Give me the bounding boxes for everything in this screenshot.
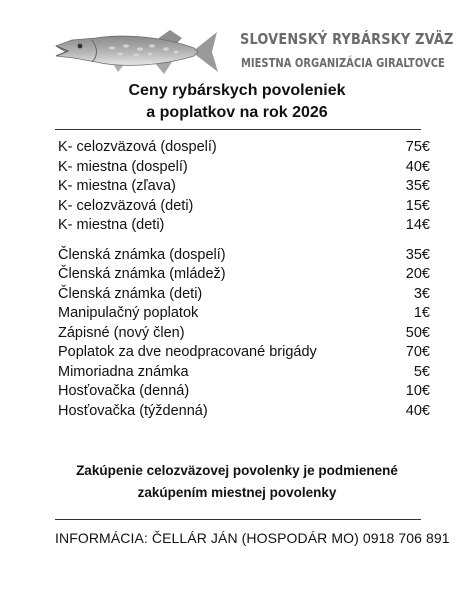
price-value: 5€ bbox=[413, 363, 430, 380]
price-list bbox=[58, 138, 430, 421]
page-title-line1: Ceny rybárskych povoleniek bbox=[128, 82, 346, 99]
price-row bbox=[58, 363, 430, 383]
price-label: K- miestna (deti) bbox=[58, 217, 165, 233]
price-row bbox=[58, 265, 430, 285]
price-label: Členská známka (mládež) bbox=[58, 266, 226, 282]
price-label: Poplatok za dve neodpracované brigády bbox=[58, 344, 317, 360]
price-value: 40€ bbox=[405, 158, 430, 175]
price-value: 40€ bbox=[405, 402, 430, 419]
contact-info: INFORMÁCIA: ČELLÁR JÁN (HOSPODÁR MO) 0918 706 891 bbox=[55, 530, 450, 546]
page-title-line2: a poplatkov na rok 2026 bbox=[146, 104, 328, 121]
price-row bbox=[58, 158, 430, 178]
price-row bbox=[58, 324, 430, 344]
price-label: K- celozväzová (deti) bbox=[58, 197, 194, 214]
price-row bbox=[58, 177, 430, 197]
price-label: Manipulačný poplatok bbox=[58, 305, 199, 321]
price-row bbox=[58, 402, 430, 422]
price-label: Členská známka (dospelí) bbox=[58, 246, 226, 263]
price-value: 14€ bbox=[405, 217, 430, 233]
price-row bbox=[58, 285, 430, 305]
top-divider bbox=[55, 129, 421, 130]
price-value: 3€ bbox=[413, 285, 430, 302]
price-label: Mimoriadna známka bbox=[58, 363, 189, 380]
price-row bbox=[58, 138, 430, 158]
price-label: Zápisné (nový člen) bbox=[58, 324, 185, 341]
price-row bbox=[58, 246, 430, 266]
price-value: 10€ bbox=[405, 383, 430, 399]
note-line2: zakúpením miestnej povolenky bbox=[137, 485, 337, 500]
price-label: Členská známka (deti) bbox=[58, 285, 203, 302]
price-label: Hosťovačka (týždenná) bbox=[58, 402, 208, 419]
price-value: 15€ bbox=[405, 197, 430, 214]
price-value: 50€ bbox=[405, 324, 430, 341]
price-label: K- miestna (dospelí) bbox=[58, 158, 188, 175]
price-label: K- celozväzová (dospelí) bbox=[58, 139, 217, 155]
price-row bbox=[58, 343, 430, 363]
org-name: SLOVENSKÝ RYBÁRSKY ZVÄZ bbox=[240, 30, 454, 48]
pike-fish-icon bbox=[52, 22, 220, 82]
price-value: 35€ bbox=[405, 246, 430, 263]
price-label: Hosťovačka (denná) bbox=[58, 383, 190, 399]
price-label: K- miestna (zľava) bbox=[58, 178, 176, 194]
price-row bbox=[58, 216, 430, 236]
note-line1: Zakúpenie celozväzovej povolenky je podmienené bbox=[76, 463, 398, 478]
price-value: 75€ bbox=[405, 139, 430, 155]
price-value: 1€ bbox=[413, 305, 430, 321]
price-value: 70€ bbox=[405, 344, 430, 360]
price-row bbox=[58, 197, 430, 217]
price-value: 20€ bbox=[405, 266, 430, 282]
org-unit: MIESTNA ORGANIZÁCIA GIRALTOVCE bbox=[241, 56, 445, 70]
price-value: 35€ bbox=[405, 178, 430, 194]
bottom-divider bbox=[55, 519, 421, 520]
price-row bbox=[58, 382, 430, 402]
price-row bbox=[58, 304, 430, 324]
